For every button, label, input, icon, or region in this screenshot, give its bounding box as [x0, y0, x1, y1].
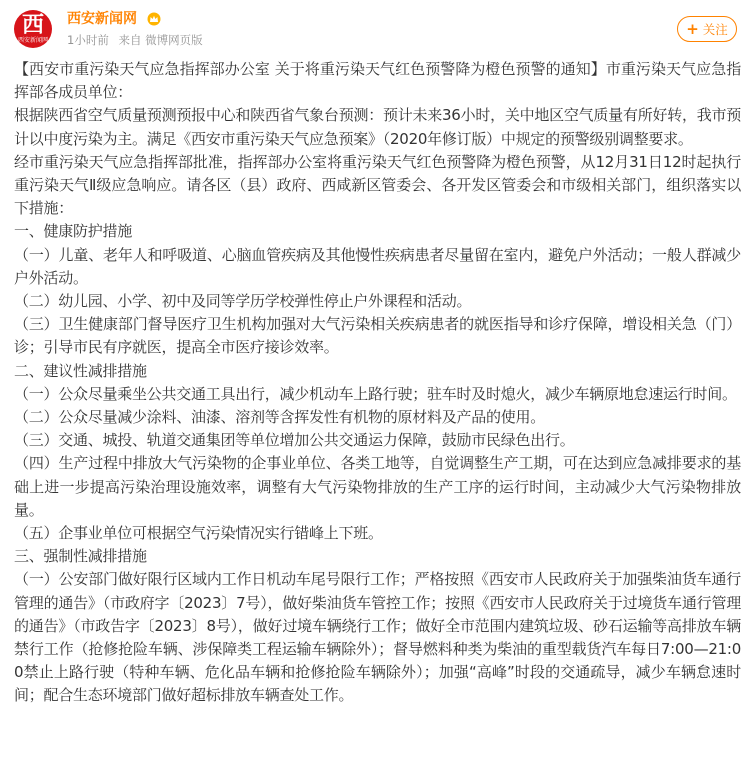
- post-paragraph: （二）幼儿园、小学、初中及同等学历学校弹性停止户外课程和活动。: [14, 292, 472, 311]
- post-title-paragraph: 【西安市重污染天气应急指挥部办公室 关于将重污染天气红色预警降为橙色预警的通知】市重污染天气应急指挥部各成员单位：: [14, 60, 741, 102]
- post-paragraph: （二）公众尽量减少涂料、油漆、溶剂等含挥发性有机物的原材料及产品的使用。: [14, 408, 546, 427]
- post-paragraph: 经市重污染天气应急指挥部批准，指挥部办公室将重污染天气红色预警降为橙色预警，从12月31日12时起执行重污染天气Ⅱ级应急响应。请各区（县）政府、西咸新区管委会、各开发区管委会和市级相关部门，组织落实以下措施：: [14, 152, 741, 218]
- post-source: 来自 微博网页版: [118, 33, 203, 47]
- post-meta: [67, 33, 209, 48]
- post-paragraph: （三）卫生健康部门督导医疗卫生机构加强对大气污染相关疾病患者的就医指导和诊疗保障，增设相关急（门）诊；引导市民有序就医，提高全市医疗接诊效率。: [14, 315, 741, 357]
- author-name[interactable]: 西安新闻网: [67, 11, 137, 27]
- follow-button[interactable]: [677, 16, 737, 42]
- post-paragraph: 根据陕西省空气质量预测预报中心和陕西省气象台预测：预计未来36小时，关中地区空气质量有所好转，我市预计以中度污染为主。满足《西安市重污染天气应急预案》（2020年修订版）中规定的预警级别调整要求。: [14, 106, 741, 148]
- post-text: [14, 58, 741, 708]
- post-paragraph: （五）企事业单位可根据空气污染情况实行错峰上下班。: [14, 524, 383, 543]
- post-paragraph: （一）公众尽量乘坐公共交通工具出行，减少机动车上路行驶；驻车时及时熄火，减少车辆原地怠速运行时间。: [14, 384, 737, 403]
- post-time[interactable]: 1小时前: [67, 33, 109, 47]
- section-heading: 二、建议性减排措施: [14, 361, 147, 380]
- section-heading: 三、强制性减排措施: [14, 547, 147, 566]
- post-paragraph: （三）交通、城投、轨道交通集团等单位增加公共交通运力保障，鼓励市民绿色出行。: [14, 431, 575, 450]
- avatar-logo-caption: 西安新闻网: [17, 37, 48, 44]
- post-header: [0, 0, 755, 56]
- avatar[interactable]: [14, 10, 52, 48]
- post-paragraph: （四）生产过程中排放大气污染物的企事业单位、各类工地等，自觉调整生产工期，可在达到应急减排要求的基础上进一步提高污染治理设施效率，调整有大气污染物排放的生产工序的运行时间，主动减少大气污染物排放量。: [14, 454, 741, 519]
- post-paragraph: （一）公安部门做好限行区域内工作日机动车尾号限行工作；严格按照《西安市人民政府关于加强柴油货车通行管理的通告》（市政府字〔2023〕7号），做好柴油货车管控工作；按照《西安市人民政府关于过境货车通行管理的通告》（市政告字〔2023〕8号），做好过境车辆绕行工作；做好全市范围内建筑垃圾、砂石运输等高排放车辆禁行工作（抢修抢险车辆、涉保障类工程运输车辆除外）；督导燃料种类为柴油的重型载货汽车每日7:00—21:00禁止上路行驶（特种车辆、危化品车辆和抢修抢险车辆除外）；加强“高峰”时段的交通疏导，减少车辆怠速时间；配合生态环境部门做好超标排放车辆查处工作。: [14, 570, 741, 705]
- section-heading: 一、健康防护措施: [14, 222, 133, 241]
- crown-icon: [147, 12, 161, 26]
- avatar-logo-glyph: 西: [21, 12, 44, 38]
- post-paragraph: （一）儿童、老年人和呼吸道、心脑血管疾病及其他慢性疾病患者尽量留在室内，避免户外活动；一般人群减少户外活动。: [14, 245, 741, 287]
- plus-icon: +: [686, 20, 699, 38]
- follow-label: 关注: [702, 22, 728, 37]
